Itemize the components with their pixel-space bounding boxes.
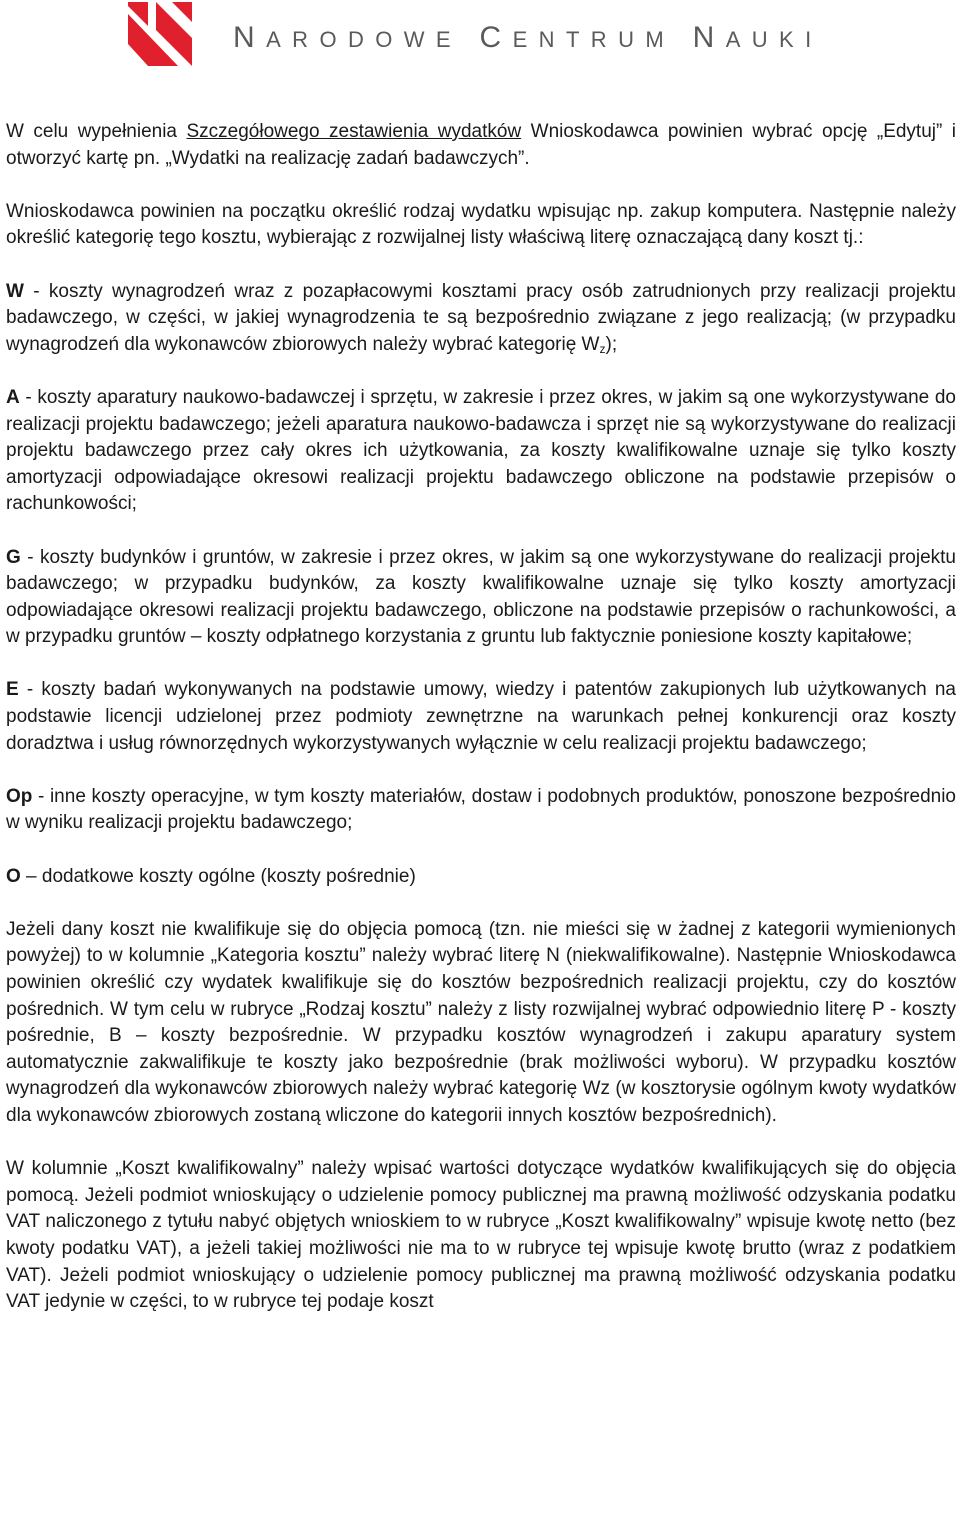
intro-paragraph: W celu wypełnienia Szczegółowego zestawienia wydatków Wnioskodawca powinien wybrać opcję „Edytuj” i otworzyć kartę pn. „Wydatki na realizację zadań badawczych”. xyxy=(6,121,957,169)
category-o-paragraph: O – dodatkowe koszty ogólne (koszty pośrednie) xyxy=(6,865,416,887)
category-letter: W xyxy=(6,280,24,302)
category-g-paragraph: G - koszty budynków i gruntów, w zakresie i przez okres, w jakim są one wykorzystywane do realizacji projektu badawczego; w przypadku budynków, za koszty kwalifikowalne uznaje się tylko koszty amortyzacji odpowiadające okresowi realizacji projektu badawczego, obliczone na podstawie przepisów o rachunkowości, a w przypadku gruntów – koszty odpłatnego korzystania z gruntu lub faktycznie poniesione koszty kapitałowe; xyxy=(6,546,956,648)
ncn-logo-icon xyxy=(128,2,192,66)
document-body xyxy=(6,119,956,1342)
category-letter: E xyxy=(6,679,19,701)
vat-paragraph: W kolumnie „Koszt kwalifikowalny” należy wpisać wartości dotyczące wydatków kwalifikujących się do objęcia pomocą. Jeżeli podmiot wnioskujący o udzielenie pomocy publicznej ma prawną możliwość odzyskania podatku VAT naliczonego z tytułu nabyć objętych wnioskiem to w rubryce „Koszt kwalifikowalny” wpisuje kwotę netto (bez kwoty podatku VAT), a jeżeli takiej możliwości nie ma to w rubryce tej wpisuje kwotę brutto (wraz z podatkiem VAT). Jeżeli podmiot wnioskujący o udzielenie pomocy publicznej ma prawną możliwość odzyskania podatku VAT jedynie w części, to w rubryce tej podaje koszt xyxy=(6,1158,956,1313)
category-e-paragraph: E - koszty badań wykonywanych na podstawie umowy, wiedzy i patentów zakupionych lub użytkowanych na podstawie licencji udzielonej przez podmioty zewnętrzne na warunkach pełnej konkurencji oraz koszty doradztwa i usług równorzędnych wykorzystywanych wyłącznie w celu realizacji projektu badawczego; xyxy=(6,679,956,754)
category-letter: G xyxy=(6,546,21,568)
page-header xyxy=(0,0,960,80)
qualification-paragraph: Jeżeli dany koszt nie kwalifikuje się do objęcia pomocą (tzn. nie mieści się w żadnej z kategorii wymienionych powyżej) to w kolumnie „Kategoria kosztu” należy wybrać literę N (niekwalifikowalne). Następnie Wnioskodawca powinien określić czy wydatek kwalifikuje się do kosztów bezpośrednich realizacji projektu, czy do kosztów pośrednich. W tym celu w rubryce „Rodzaj kosztu” należy z listy rozwijalnej wybrać odpowiednio literę P - koszty pośrednie, B – koszty bezpośrednie. W przypadku kosztów wynagrodzeń i zakupu aparatury system automatycznie zakwalifikuje te koszty jako bezpośrednie (brak możliwości wyboru). W przypadku kosztów wynagrodzeń dla wykonawców zbiorowych należy wybrać kategorię Wz (w kosztorysie ogólnym kwoty wydatków dla wykonawców zbiorowych zostaną wliczone do kategorii innych kosztów bezpośrednich). xyxy=(6,918,956,1126)
category-op-paragraph: Op - inne koszty operacyjne, w tym koszty materiałów, dostaw i podobnych produktów, ponoszone bezpośrednio w wyniku realizacji projektu badawczego; xyxy=(6,785,956,834)
category-w-paragraph: W - koszty wynagrodzeń wraz z pozapłacowymi kosztami pracy osób zatrudnionych przy realizacji projektu badawczego, w części, w jakiej wynagrodzenia te są bezpośrednio związane z jego realizacją; (w przypadku wynagrodzeń dla wykonawców zbiorowych należy wybrać kategorię $W_z$); xyxy=(6,280,956,356)
expense-type-paragraph: Wnioskodawca powinien na początku określić rodzaj wydatku wpisując np. zakup komputera. Następnie należy określić kategorię tego kosztu, wybierając z rozwijalnej listy właściwą literę oznaczającą dany koszt tj.: xyxy=(6,200,956,249)
category-letter: O xyxy=(6,865,21,887)
category-letter: Op xyxy=(6,785,33,807)
organization-name: NARODOWE CENTRUM NAUKI xyxy=(233,21,823,54)
expense-statement-link: Szczegółowego zestawienia wydatków xyxy=(186,121,522,142)
category-a-paragraph: A - koszty aparatury naukowo-badawczej i sprzętu, w zakresie i przez okres, w jakim są one wykorzystywane do realizacji projektu badawczego; jeżeli aparatura naukowo-badawcza i sprzęt nie są wykorzystywane do realizacji projektu badawczego przez cały okres ich użytkowania, za koszty kwalifikowalne uznaje się tylko koszty amortyzacji odpowiadające okresowi realizacji projektu badawczego obliczone na podstawie przepisów o rachunkowości; xyxy=(6,386,956,515)
category-letter: A xyxy=(6,386,20,408)
